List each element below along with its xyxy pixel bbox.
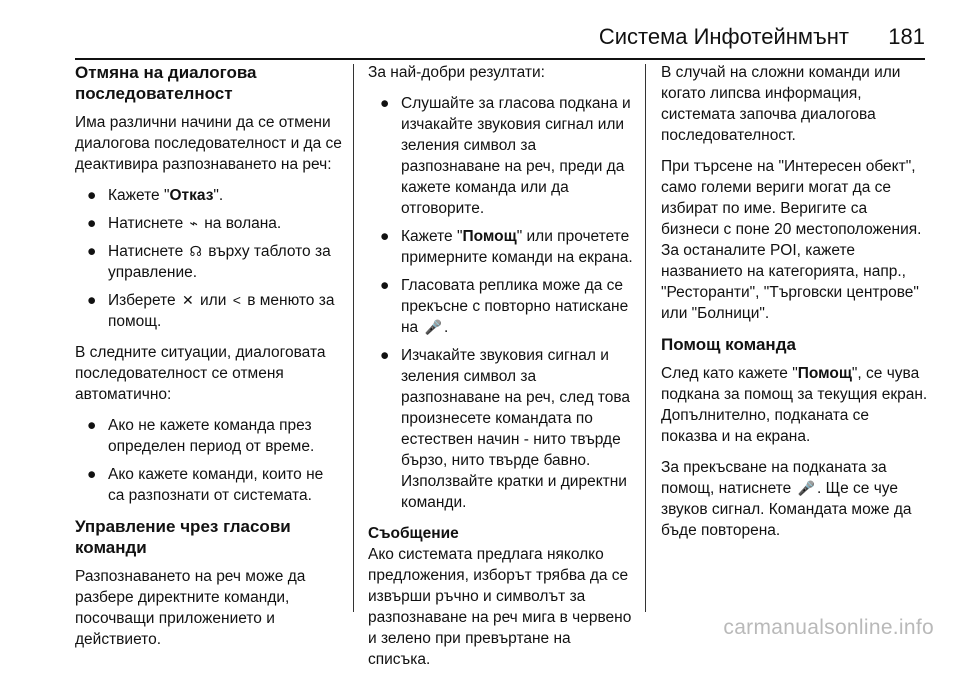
bullet-icon: ●: [380, 95, 390, 112]
list-item: [75, 241, 343, 283]
bold-text: Помощ: [797, 365, 852, 382]
bullet-icon: ●: [380, 347, 390, 364]
bullet-icon: ●: [87, 243, 97, 260]
bullet-icon: ●: [380, 228, 390, 245]
text: След като кажете ": [661, 365, 798, 382]
message-text: Ако системата предлага няколко предложения, изборът трябва да се извърши ръчно и символът за разпознаване на реч мига в червено и зелено при превъртане на списъка.: [368, 546, 632, 668]
text: на волана.: [199, 215, 282, 232]
back-icon: <: [232, 292, 241, 308]
column-divider: [353, 64, 354, 612]
paragraph: При търсене на "Интересен обект", само големи вериги могат да се избират по име. Веригите са бизнеси с поне 20 местоположения. За останалите POI, кажете названието на категорията, напр., "Ресторанти", "Търговски центрове" или "Болници".: [661, 158, 922, 322]
column-1: [75, 62, 343, 660]
page-number: 181: [888, 24, 925, 49]
text: Ако не кажете команда през определен период от време.: [108, 417, 315, 455]
section-title-help: Помощ команда: [661, 335, 796, 354]
phone-end-icon: ⌁: [189, 215, 198, 231]
watermark: carmanualsonline.info: [723, 616, 934, 639]
section-title-cancel: Отмяна на диалогова последователност: [75, 63, 257, 103]
column-3: [661, 62, 929, 551]
list-item: [75, 415, 343, 457]
list-item: [368, 93, 636, 219]
text: Гласовата реплика може да се прекъсне с повторно натискане на: [401, 277, 629, 336]
paragraph: В случай на сложни команди или когато липсва информация, системата започва диалогова последователност.: [661, 64, 901, 144]
text: .: [443, 319, 449, 336]
bullet-icon: ●: [87, 466, 97, 483]
text: ", се чува подкана за помощ за текущия екран. Допълнително, подканата се показва и на екрана.: [661, 365, 928, 445]
text: Кажете ": [401, 228, 463, 245]
text: За прекъсване на подканата за помощ, натиснете: [661, 459, 887, 497]
paragraph: Има различни начини да се отмени диалогова последователност и да се деактивира разпознаването на реч:: [75, 114, 342, 173]
bold-text: Помощ: [462, 228, 517, 245]
text: или: [195, 292, 231, 309]
close-icon: ✕: [181, 292, 194, 308]
text: " или прочетете примерните команди на екрана.: [401, 228, 633, 266]
bullet-icon: ●: [87, 215, 97, 232]
bullet-icon: ●: [87, 187, 97, 204]
paragraph: За най-добри резултати:: [368, 64, 545, 81]
list-item: [368, 275, 636, 338]
list-item: [368, 345, 636, 513]
bullet-icon: ●: [87, 292, 97, 309]
text: Натиснете: [108, 243, 188, 260]
text: Ако кажете команди, които не са разпознати от системата.: [108, 466, 324, 504]
voice-recognition-icon: ☊: [189, 243, 202, 259]
text: Изчакайте звуковия сигнал и зеления символ за разпознаване на реч, след това произнесете командата по естествен начин - нито твърде бързо, нито твърде бавно. Използвайте кратки и директни команди.: [401, 347, 631, 511]
bold-text: Отказ: [169, 187, 214, 204]
list-item: [75, 290, 343, 332]
text: Изберете: [108, 292, 180, 309]
text: Кажете ": [108, 187, 170, 204]
paragraph: Разпознаването на реч може да разбере директните команди, посочващи приложението и действието.: [75, 568, 306, 648]
text: ".: [213, 187, 224, 204]
steering-voice-icon: 🎤: [424, 319, 442, 335]
bullet-list: [75, 415, 343, 506]
column-2: [368, 62, 636, 680]
list-item: [368, 226, 636, 268]
text: . Ще се чуе звуков сигнал. Командата може да бъде повторена.: [661, 480, 912, 539]
list-item: [75, 185, 343, 206]
paragraph: [661, 363, 929, 447]
text: Слушайте за гласова подкана и изчакайте звуковия сигнал или зеления символ за разпознаване на реч, преди да кажете команда или да отговорите.: [401, 95, 631, 217]
paragraph: [661, 457, 929, 541]
page-header: [75, 24, 925, 60]
section-title-voice-commands: Управление чрез гласови команди: [75, 517, 291, 557]
bullet-icon: ●: [87, 417, 97, 434]
paragraph: В следните ситуации, диалоговата последователност се отменя автоматично:: [75, 344, 326, 403]
message-title: Съобщение: [368, 525, 459, 542]
list-item: [75, 213, 343, 234]
bullet-icon: ●: [380, 277, 390, 294]
header-title: Система Инфотейнмънт: [598, 24, 849, 49]
steering-voice-icon: 🎤: [797, 480, 815, 496]
bullet-list: [368, 93, 636, 513]
list-item: [75, 464, 343, 506]
text: върху таблото за управление.: [108, 243, 331, 281]
column-divider: [645, 64, 646, 612]
bullet-list: [75, 185, 343, 332]
text: Натиснете: [108, 215, 188, 232]
text: в менюто за помощ.: [108, 292, 335, 330]
